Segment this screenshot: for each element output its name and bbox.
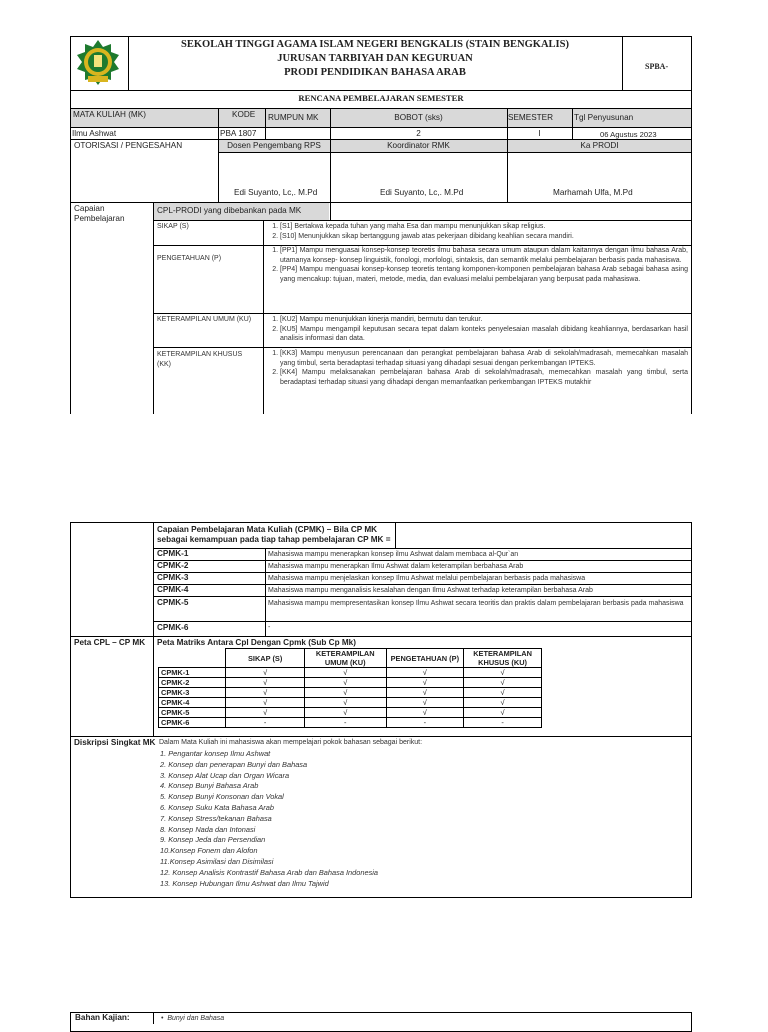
cpmk-text: - [268, 624, 271, 631]
cpmk-text: Mahasiswa mampu menerapkan konsep ilmu Ashwat dalam membaca al-Qur`an [268, 551, 519, 558]
cpmk-code: CPMK-5 [157, 598, 189, 607]
matrix-row [159, 678, 542, 688]
institution-logo [72, 38, 124, 88]
head-of-program-name: Marhamah Ulfa, M.Pd [553, 188, 633, 197]
topic-item: 12. Konsep Analisis Kontrastif Bahasa Arab dan Bahasa Indonesia [160, 867, 379, 877]
matrix-cell: √ [386, 688, 464, 698]
cpl-heading: CPL-PRODI yang dibebankan pada MK [157, 206, 302, 215]
course-group-header: RUMPUN MK [268, 113, 319, 122]
matrix-cell: √ [464, 668, 542, 678]
semester-header: SEMESTER [508, 113, 554, 122]
topic-item: 13. Konsep Hubungan Ilmu Ashwat dan Ilmu Tajwid [160, 878, 329, 888]
course-code: PBA 1807 [220, 129, 257, 138]
matrix-cell: √ [305, 678, 387, 688]
topic-item: 10.Konsep Fonem dan Alofon [160, 846, 258, 856]
matrix-cell: √ [464, 698, 542, 708]
date-header: Tgl Penyusunan [574, 113, 634, 122]
matrix-cell: √ [464, 678, 542, 688]
topic-item: 4. Konsep Bunyi Bahasa Arab [160, 781, 259, 791]
ku-item: 1. [KU2] Mampu menunjukkan kinerja mandiri, bermutu dan terukur. [280, 315, 688, 325]
topic-item: 5. Konsep Bunyi Konsonan dan Vokal [160, 792, 284, 802]
cpmk-code: CPMK-1 [157, 549, 189, 558]
matrix-cell: - [305, 718, 387, 728]
course-description-label: Diskripsi Singkat MK [74, 738, 156, 747]
ku-item: 2. [KU5] Mampu mengampil keputusan secara tepat dalam konteks penyelesaian masalah dibidang keahliannya, berdasarkan hasil analisis informasi dan data. [280, 325, 688, 344]
cpmk-code: CPMK-3 [157, 573, 189, 582]
course-semester: I [538, 129, 541, 138]
matrix-cell: - [226, 718, 305, 728]
pengetahuan-item: 1. [PP1] Mampu menguasai konsep-konsep teoretis ilmu bahasa secara umum ataupun dalam kaitannya dengan ilmu bahasa Arab, utamanya konsep- konsep linguistik, fonologi, morfologi, sintaksis, dan semantik melalui pembelajaran berbasis pada mahasiswa. [280, 246, 688, 265]
compile-date: 06 Agustus 2023 [600, 130, 657, 139]
sikap-list [266, 222, 688, 241]
cpmk-code: CPMK-2 [157, 561, 189, 570]
matrix-row-label: CPMK-2 [159, 678, 226, 688]
document-code: SPBA- [645, 62, 669, 71]
study-material-item [161, 1014, 224, 1024]
matrix-cell: √ [305, 708, 387, 718]
rps-developer-header: Dosen Pengembang RPS [227, 141, 321, 150]
cpmk-text: Mahasiswa mampu menerapkan Ilmu Ashwat dalam keterampilan berbahasa Arab [268, 563, 524, 570]
matrix-row [159, 698, 542, 708]
matrix-row-label: CPMK-4 [159, 698, 226, 708]
topic-item: 6. Konsep Suku Kata Bahasa Arab [160, 802, 274, 812]
matrix-cell: √ [226, 698, 305, 708]
study-material-text: Bunyi dan Bahasa [167, 1015, 225, 1022]
topic-item: 9. Konsep Jeda dan Persendian [160, 835, 266, 845]
matrix-col-header: SIKAP (S) [226, 649, 305, 668]
peta-matrix-heading: Peta Matriks Antara Cpl Dengan Cpmk (Sub Cp Mk) [157, 638, 356, 647]
rmk-coordinator-header: Koordinator RMK [387, 141, 450, 150]
sikap-label: SIKAP (S) [157, 223, 189, 230]
sikap-item: 2. [S10] Menunjukkan sikap bertanggung jawab atas pekerjaan dibidang keahlian secara mandiri. [280, 232, 688, 242]
cpmk-heading-line2: sebagai kemampuan pada tiap tahap pembelajaran CP MK = [157, 535, 391, 544]
matrix-cell: √ [464, 688, 542, 698]
course-name-header: MATA KULIAH (MK) [73, 110, 146, 119]
course-code-header: KODE [232, 110, 256, 119]
matrix-cell: - [386, 718, 464, 728]
institution-name: SEKOLAH TINGGI AGAMA ISLAM NEGERI BENGKALIS (STAIN BENGKALIS) [181, 39, 569, 50]
matrix-header-row [159, 649, 542, 668]
sikap-item: 1. [S1] Bertakwa kepada tuhan yang maha Esa dan mampu menunjukkan sikap religius. [280, 222, 688, 232]
matrix-cell: √ [464, 708, 542, 718]
rmk-coordinator-name: Edi Suyanto, Lc,. M.Pd [380, 188, 464, 197]
kk-item: 2. [KK4] Mampu melaksanakan pembelajaran bahasa Arab di sekolah/madrasah, memecahkan masalah yang timbul, serta beradaptasi terhadap situasi yang dihadapi dengan memanfaatkan perkembangan IPTEKS mutakhir [280, 368, 688, 387]
cpmk-text: Mahasiswa mampu menjelaskan konsep Ilmu Ashwat melalui pembelajaran berbasis pada mahasiswa [268, 575, 586, 582]
topic-item: 8. Konsep Nada dan Intonasi [160, 824, 256, 834]
cpmk-code: CPMK-6 [157, 623, 189, 632]
matrix-row-label: CPMK-6 [159, 718, 226, 728]
matrix-row [159, 688, 542, 698]
matrix-row [159, 718, 542, 728]
cpl-cpmk-matrix [158, 648, 542, 728]
learning-outcomes-label: Capaian Pembelajaran [74, 204, 125, 223]
keterampilan-umum-label: KETERAMPILAN UMUM (KU) [157, 316, 252, 323]
bullet-icon: • [161, 1015, 164, 1022]
keterampilan-khusus-list [266, 349, 688, 387]
matrix-cell: √ [386, 668, 464, 678]
topic-item: 1. Pengantar konsep Ilmu Ashwat [160, 749, 271, 758]
topic-item: 11.Konsep Asimilasi dan Disimilasi [160, 856, 274, 866]
authorization-label: OTORISASI / PENGESAHAN [74, 141, 183, 150]
matrix-cell: √ [226, 688, 305, 698]
study-material-label: Bahan Kajian: [75, 1013, 130, 1022]
matrix-row [159, 668, 542, 678]
pengetahuan-item: 2. [PP4] Mampu menguasai konsep-konsep teoretis tentang komponen-komponen pembelajaran bahasa Arab sebagai bahasa asing yang mencakup: tujuan, materi, metode, media, dan evaluasi melalui pembelajaran yang berpusat pada mahasiswa. [280, 265, 688, 284]
matrix-row-label: CPMK-3 [159, 688, 226, 698]
matrix-row-label: CPMK-1 [159, 668, 226, 678]
peta-cpl-label: Peta CPL – CP MK [74, 638, 146, 647]
matrix-cell: √ [305, 698, 387, 708]
matrix-cell: √ [226, 678, 305, 688]
department-name: JURUSAN TARBIYAH DAN KEGURUAN [277, 53, 473, 64]
keterampilan-umum-list [266, 315, 688, 344]
cpmk-text: Mahasiswa mampu mempresentasikan konsep Ilmu Ashwat secara teoritis dan praktis dalam pembelajaran berbasis pada mahasiswa [268, 600, 684, 607]
matrix-cell: √ [305, 688, 387, 698]
cpmk-text: Mahasiswa mampu menganalisis kesalahan dengan Ilmu Ashwat terhadap keterampilan berbahasa Arab [268, 587, 593, 594]
course-credits: 2 [416, 129, 421, 138]
matrix-cell: √ [386, 708, 464, 718]
matrix-col-header: KETERAMPILAN KHUSUS (KU) [464, 649, 542, 668]
pengetahuan-label: PENGETAHUAN (P) [157, 255, 222, 262]
matrix-cell: √ [226, 708, 305, 718]
course-name: Ilmu Ashwat [72, 129, 117, 138]
cpmk-code: CPMK-4 [157, 585, 189, 594]
topic-item: 2. Konsep dan penerapan Bunyi dan Bahasa [160, 759, 308, 769]
course-description-intro: Dalam Mata Kuliah ini mahasiswa akan mempelajari pokok bahasan sebagai berikut: [159, 739, 423, 746]
matrix-cell: √ [305, 668, 387, 678]
program-name: PRODI PENDIDIKAN BAHASA ARAB [284, 67, 466, 78]
matrix-cell: - [464, 718, 542, 728]
matrix-col-header: PENGETAHUAN (P) [386, 649, 464, 668]
kk-item: 1. [KK3] Mampu menyusun perencanaan dan perangkat pembelajaran bahasa Arab di sekolah/madrasah, memecahkan masalah yang timbul, serta beradaptasi terhadap situasi yang dihadapi sesuai dengan perkembangan IPTEKS. [280, 349, 688, 368]
cpmk-heading-line1: Capaian Pembelajaran Mata Kuliah (CPMK) – Bila CP MK [157, 525, 378, 534]
document-title: RENCANA PEMBELAJARAN SEMESTER [298, 93, 464, 103]
matrix-row [159, 708, 542, 718]
course-topics-list [160, 749, 680, 889]
matrix-cell: √ [386, 678, 464, 688]
matrix-cell: √ [226, 668, 305, 678]
head-of-program-header: Ka PRODI [580, 141, 619, 150]
matrix-col-header: KETERAMPILAN UMUM (KU) [305, 649, 387, 668]
matrix-row-label: CPMK-5 [159, 708, 226, 718]
matrix-cell: √ [386, 698, 464, 708]
topic-item: 7. Konsep Stress/tekanan Bahasa [160, 813, 272, 823]
pengetahuan-list [266, 246, 688, 284]
rps-developer-name: Edi Suyanto, Lc,. M.Pd [234, 188, 318, 197]
topic-item: 3. Konsep Alat Ucap dan Organ Wicara [160, 770, 290, 780]
course-credits-header: BOBOT (sks) [394, 113, 443, 122]
keterampilan-khusus-label: KETERAMPILAN KHUSUS (KK) [157, 351, 243, 368]
